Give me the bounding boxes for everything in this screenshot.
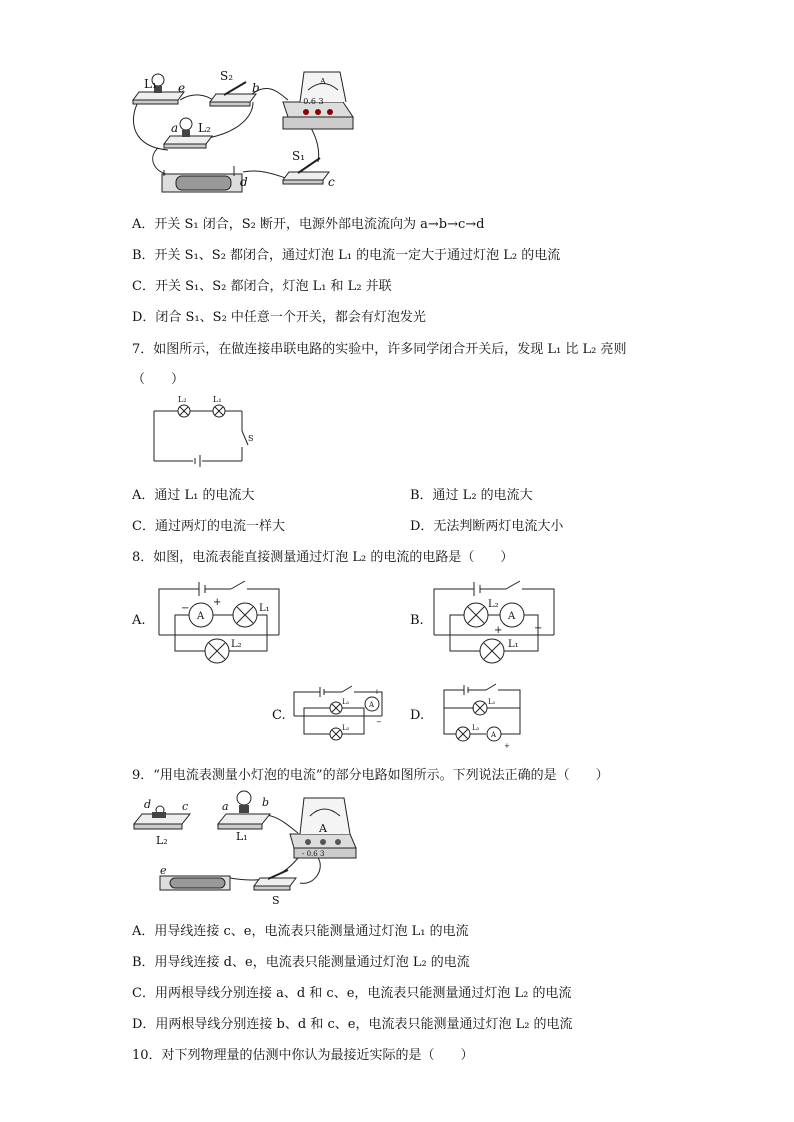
q7-option-d: D．无法判断两灯电流大小 (410, 519, 564, 534)
q9-label-b: b (262, 796, 270, 809)
q8b-ammeter: A (508, 611, 516, 622)
s1-switch-board (283, 158, 329, 184)
meter-a: A (320, 77, 326, 86)
q8c-plus: + (374, 688, 380, 696)
q9-label-a: a (222, 800, 229, 813)
q9-label-c: c (182, 800, 189, 813)
q7-stem: 7．如图所示，在做连接串联电路的实验中，许多同学闭合开关后，发现 L₁ 比 L₂ 亮则 (132, 342, 627, 357)
label-l2: L₂ (198, 121, 211, 135)
q8b-l1: L₁ (508, 639, 519, 650)
q7-paren: （ ） (132, 372, 185, 387)
q9-label-d: d (144, 798, 152, 811)
q8a-l1: L₁ (259, 603, 270, 614)
q7-option-a: A．通过 L₁ 的电流大 (132, 488, 255, 503)
q9-circuit-figure (130, 788, 360, 906)
q7-option-c: C．通过两灯的电流一样大 (132, 519, 285, 534)
q7-label-l1: L₁ (213, 395, 222, 404)
q10-stem: 10．对下列物理量的估测中你认为最接近实际的是（ ） (132, 1048, 474, 1063)
q9-label-s: S (272, 894, 280, 906)
q9-switch (254, 870, 296, 890)
q8-label-a: A. (132, 613, 146, 628)
q8-label-d: D. (410, 708, 425, 723)
q8-circuit-d (430, 680, 530, 750)
label-d: d (240, 175, 248, 189)
q8d-l1: L₁ (488, 698, 496, 706)
q8a-l2: L₂ (231, 639, 242, 650)
q8d-l2: L₂ (472, 724, 480, 732)
label-c: c (328, 175, 335, 189)
q8a-minus: − (181, 603, 190, 614)
q9-label-l1: L₁ (236, 830, 248, 843)
q8b-plus: + (494, 625, 503, 636)
meter-scale: - 0.6 3 (298, 97, 324, 106)
q9-label-e: e (160, 864, 167, 877)
q8-circuit-b (430, 575, 558, 665)
q6-option-b: B．开关 S₁、S₂ 都闭合，通过灯泡 L₁ 的电流一定大于通过灯泡 L₂ 的电流 (132, 248, 561, 263)
q9-meter-a: A (319, 822, 327, 835)
q8b-minus: − (534, 623, 543, 634)
q8c-l2: L₂ (342, 724, 350, 732)
q9-option-b: B．用导线连接 d、e，电流表只能测量通过灯泡 L₂ 的电流 (132, 955, 470, 970)
q8d-plus: + (504, 742, 510, 750)
q9-stem: 9．“用电流表测量小灯泡的电流”的部分电路如图所示。下列说法正确的是（ ） (132, 768, 609, 783)
q8c-ammeter: A (369, 701, 375, 709)
q7-label-s: S (248, 434, 254, 443)
q6-option-d: D．闭合 S₁、S₂ 中任意一个开关，都会有灯泡发光 (132, 310, 426, 325)
q9-option-c: C．用两根导线分别连接 a、d 和 c、e，电流表只能测量通过灯泡 L₂ 的电流 (132, 986, 572, 1001)
q8-label-c: C. (272, 708, 286, 723)
q9-option-a: A．用导线连接 c、e，电流表只能测量通过灯泡 L₁ 的电流 (132, 924, 469, 939)
q7-option-b: B．通过 L₂ 的电流大 (410, 488, 533, 503)
q9-label-l2: L₂ (156, 834, 168, 847)
label-e: e (178, 81, 186, 95)
q9-battery (160, 876, 230, 890)
s2-switch-board (210, 82, 256, 106)
q9-option-d: D．用两根导线分别连接 b、d 和 c、e，电流表只能测量通过灯泡 L₂ 的电流 (132, 1017, 573, 1032)
q8c-l1: L₁ (342, 698, 350, 706)
q6-option-c: C．开关 S₁、S₂ 都闭合，灯泡 L₁ 和 L₂ 并联 (132, 279, 392, 294)
q8a-plus: + (213, 597, 222, 608)
l1-lamp-board (133, 74, 184, 104)
q8c-minus: − (376, 718, 382, 726)
q7-circuit-figure (150, 393, 260, 468)
q8-label-b: B. (410, 613, 424, 628)
q7-label-l2: L₂ (178, 395, 187, 404)
q8b-l2: L₂ (488, 599, 499, 610)
q8-stem: 8．如图，电流表能直接测量通过灯泡 L₂ 的电流的电路是（ ） (132, 550, 514, 565)
label-s1: S₁ (292, 149, 306, 163)
q8-circuit-c (290, 682, 390, 748)
q8-circuit-a (155, 575, 283, 665)
label-b: b (252, 81, 260, 95)
q6-option-a: A．开关 S₁ 闭合，S₂ 断开，电源外部电流流向为 a→b→c→d (132, 217, 485, 232)
q8d-ammeter: A (491, 731, 497, 739)
q9-meter-scale: - 0.6 3 (302, 850, 325, 858)
battery-holder (162, 166, 242, 192)
q6-circuit-figure (128, 62, 368, 197)
label-a: a (171, 121, 179, 135)
label-s2: S₂ (220, 69, 234, 83)
label-l1: L₁ (144, 77, 157, 91)
q8a-ammeter: A (197, 611, 205, 622)
